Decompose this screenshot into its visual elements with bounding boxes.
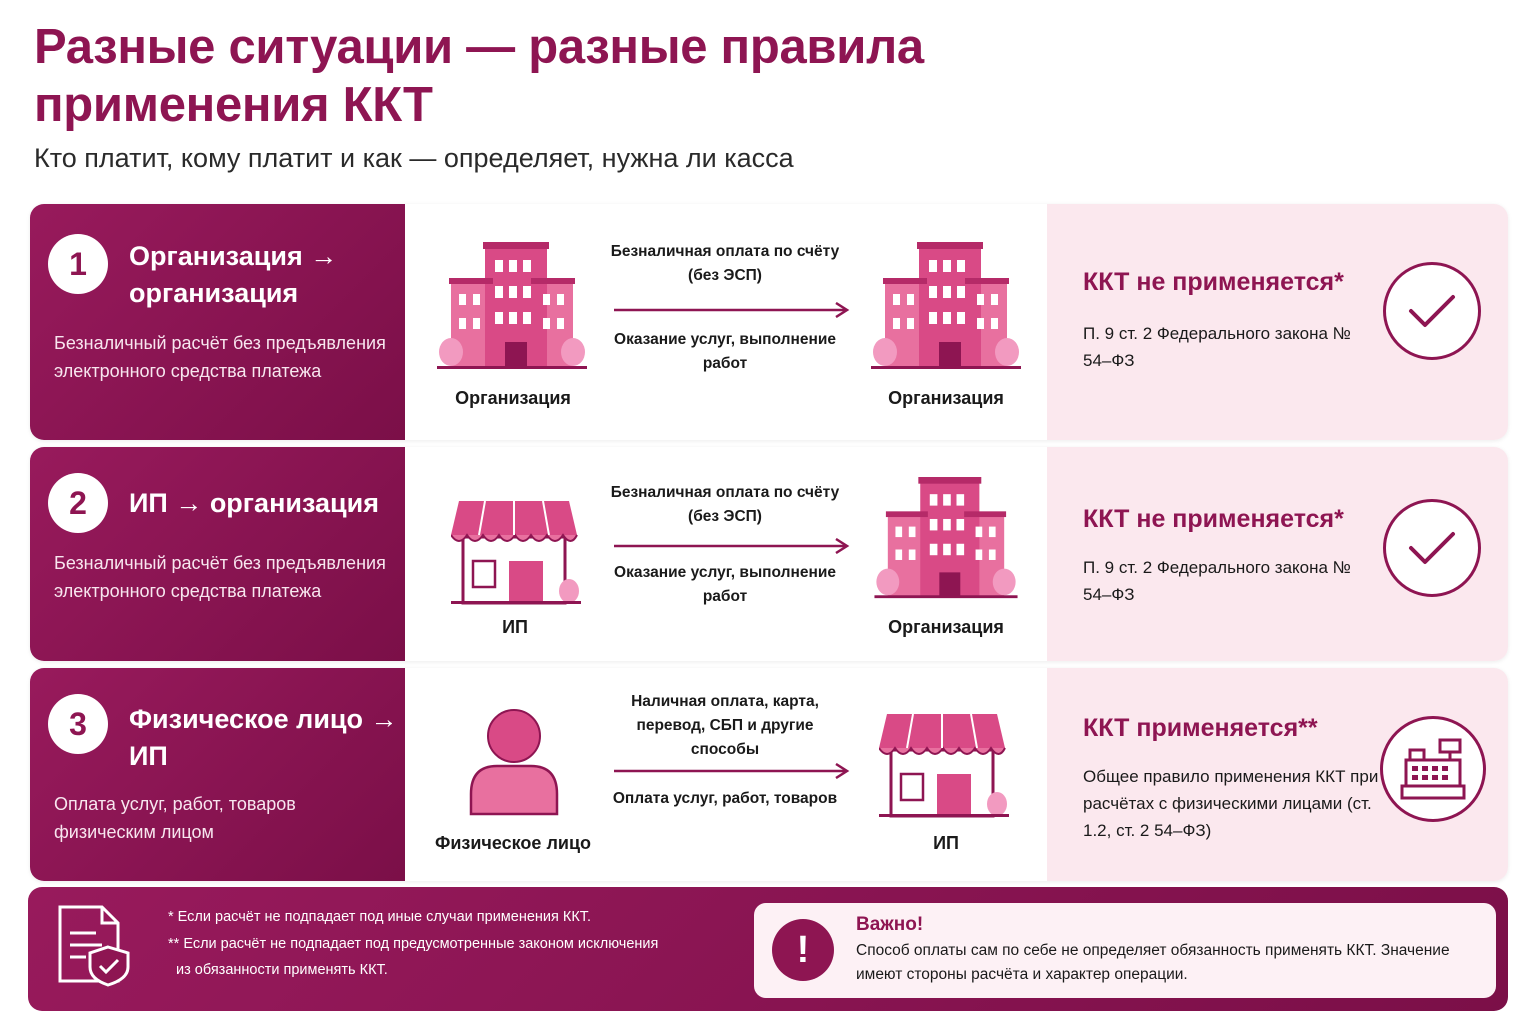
arrow-right-icon: [614, 763, 850, 779]
to-entity-label: Организация: [888, 388, 1004, 408]
shop-icon: [451, 499, 581, 610]
flow-payment-label: Наличная оплата, карта, перевод, СБП и другие способы: [631, 693, 819, 758]
cash-register-icon: [1380, 716, 1486, 822]
document-shield-icon: [56, 903, 132, 992]
footnote-2-continued: из обязанности применять ККТ.: [176, 962, 388, 978]
check-icon: [1383, 262, 1481, 360]
case-heading: ИП → организация: [129, 488, 380, 518]
case-description: Оплата услуг, работ, товаров физическим лицом: [54, 794, 296, 842]
case-number: 2: [48, 473, 108, 533]
person-icon: [467, 708, 561, 823]
footer-notes: [28, 887, 1508, 1011]
from-entity-label: Организация: [455, 388, 571, 408]
case-flow: [405, 668, 1047, 881]
case-verdict: [1047, 204, 1508, 440]
flow-service-label: Оказание услуг, выполнение работ: [614, 564, 836, 605]
building-icon: [871, 242, 1021, 377]
case-flow: [405, 447, 1047, 661]
from-entity-label: Физическое лицо: [434, 833, 591, 853]
case-row-3: [30, 668, 1508, 881]
check-icon: [1383, 499, 1481, 597]
case-number: 3: [48, 694, 108, 754]
verdict-text: ККТ не применяется*: [1083, 268, 1344, 296]
case-summary: [30, 668, 405, 881]
important-text: Способ оплаты сам по себе не определяет обязанность применять ККТ. Значение имеют стороны расчёта и характер операции.: [856, 942, 1450, 983]
page-subtitle: Кто платит, кому платит и как — определяет, нужна ли касса: [34, 143, 794, 173]
case-heading: Организация → организация: [129, 241, 338, 308]
footnote-1: * Если расчёт не подпадает под иные случаи применения ККТ.: [168, 909, 592, 925]
case-row-2: [30, 447, 1508, 661]
case-verdict: [1047, 668, 1508, 881]
exclamation-icon: !: [772, 919, 834, 981]
case-summary: [30, 204, 405, 440]
flow-payment-label: Безналичная оплата по счёту (без ЭСП): [610, 484, 840, 525]
flow-service-label: Оказание услуг, выполнение работ: [614, 331, 836, 372]
flow-service-label: Оплата услуг, работ, товаров: [612, 790, 838, 807]
arrow-right-icon: [614, 538, 850, 554]
case-summary: [30, 447, 405, 661]
footnote-2: ** Если расчёт не подпадает под предусмотренные законом исключения: [168, 936, 659, 952]
case-row-1: [30, 204, 1508, 440]
case-flow: [405, 204, 1047, 440]
flow-payment-label: Безналичная оплата по счёту (без ЭСП): [610, 243, 840, 284]
case-heading: Физическое лицо → ИП: [129, 704, 398, 771]
page-title: Разные ситуации — разные правила применения ККТ: [34, 20, 924, 132]
from-entity-label: ИП: [502, 617, 528, 637]
arrow-right-icon: [614, 302, 850, 318]
building-icon: [437, 242, 587, 377]
building-icon: [871, 477, 1021, 606]
shop-icon: [879, 712, 1009, 823]
law-reference: Общее правило применения ККТ при расчётах с физическими лицами (ст. 1.2, ст. 2 54–ФЗ): [1083, 767, 1379, 840]
case-verdict: [1047, 447, 1508, 661]
important-title: Важно!: [856, 914, 924, 935]
to-entity-label: Организация: [888, 617, 1004, 637]
verdict-text: ККТ не применяется*: [1083, 505, 1344, 533]
law-reference: П. 9 ст. 2 Федерального закона № 54–ФЗ: [1083, 558, 1351, 604]
case-description: Безналичный расчёт без предъявления электронного средства платежа: [54, 333, 386, 381]
important-callout: [754, 903, 1496, 998]
case-number: 1: [48, 234, 108, 294]
to-entity-label: ИП: [933, 833, 959, 853]
case-description: Безналичный расчёт без предъявления электронного средства платежа: [54, 553, 386, 601]
verdict-text: ККТ применяется**: [1083, 714, 1318, 742]
law-reference: П. 9 ст. 2 Федерального закона № 54–ФЗ: [1083, 324, 1351, 370]
